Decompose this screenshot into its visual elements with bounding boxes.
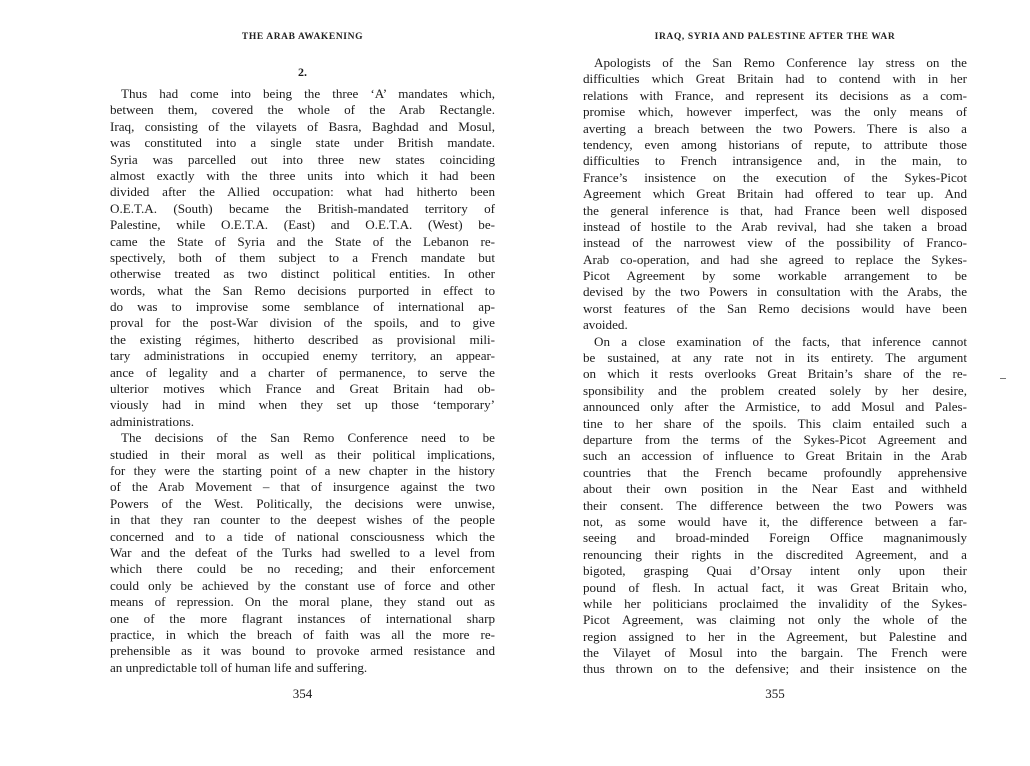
text-line: of the Arab Movement – that of insurgence against the two (110, 479, 495, 495)
text-line: renouncing their rights in the discredited Agreement, and a (583, 546, 967, 562)
margin-mark (1000, 378, 1006, 379)
text-line: pound of flesh. In actual fact, it was Great Britain who, (583, 579, 967, 595)
text-line: the existing régimes, hitherto described as provisional mili- (110, 331, 495, 347)
text-line: Apologists of the San Remo Conference lay stress on the (594, 55, 967, 70)
text-line: concerned and to a tide of national consciousness which the (110, 528, 495, 544)
text-line: an unpredictable toll of human life and suffering. (110, 659, 368, 675)
text-line: their consent. The difference between the two Powers was (583, 497, 967, 513)
text-line: Arab co-operation, and had she agreed to replace the Sykes- (583, 251, 967, 267)
text-line: France’s insistence on the execution of the Sykes-Picot (583, 169, 967, 185)
text-line: could only be achieved by the constant use of force and other (110, 577, 495, 593)
text-line: otherwise treated as two distinct political entities. In other (110, 266, 495, 282)
text-line: which there could be no receding; and their enforcement (110, 561, 495, 577)
text-line: practice, in which the breach of faith was all the more re- (110, 626, 495, 642)
text-line: Thus had come into being the three ‘A’ mandates which, (121, 86, 495, 101)
text-line: countries that the French became profoundly apprehensive (583, 464, 967, 480)
text-line: sponsibility and the problem created solely by her desire, (583, 382, 967, 398)
text-line: ance of legality and a charter of permanence, to serve the (110, 364, 495, 380)
text-line: tendency, even among historians of repute, to attribute those (583, 136, 967, 152)
text-line: averting a breach between the two Powers. There is also a (583, 120, 967, 136)
section-number: 2. (298, 65, 307, 79)
text-line: for they were the starting point of a new chapter in the history (110, 462, 495, 478)
text-line: devised by the two Powers in consultation with the Arabs, the (583, 284, 967, 300)
text-line: Syria was parcelled out into three new states coinciding (110, 151, 495, 167)
text-line: in that they ran counter to the deepest wishes of the people (110, 512, 495, 528)
text-line: bigoted, grasping Quai d’Orsay intent only upon their (583, 563, 967, 579)
text-line: ulterior motives which France and Great Britain had ob- (110, 381, 495, 397)
text-line: Powers of the West. Politically, the decisions were unwise, (110, 495, 495, 511)
text-line: one of the more flagrant instances of international sharp (110, 610, 495, 626)
text-line: was constituted into a single state under British mandate. (110, 135, 495, 151)
text-line: On a close examination of the facts, that inference cannot (594, 333, 967, 349)
right-page (583, 0, 967, 766)
text-line: the general inference is that, had France been well disposed (583, 202, 967, 218)
text-line: means of repression. On the moral plane, they stand out as (110, 594, 495, 610)
text-line: do was to improvise some semblance of international ap- (110, 299, 495, 315)
text-line: studied in their moral as well as their political implications, (110, 446, 495, 462)
text-line: Iraq, consisting of the vilayets of Basra, Baghdad and Mosul, (110, 118, 495, 134)
text-line: be sustained, at any rate not in its entirety. The argument (583, 350, 967, 366)
text-line: such an accession of influence to Great Britain in the Arab (583, 448, 967, 464)
text-line: Agreement which Great Britain had offered to tear up. And (583, 186, 967, 202)
text-line: worst features of the San Remo decisions would have been (583, 300, 967, 316)
text-line: came the State of Syria and the State of the Lebanon re- (110, 233, 495, 249)
text-line: on which it rests overlooks Great Britain’s share of the re- (583, 366, 967, 382)
text-line: difficulties which Great Britain had to contend with in her (583, 71, 967, 87)
left-body-text (110, 86, 495, 676)
running-head-right: IRAQ, SYRIA AND PALESTINE AFTER THE WAR (654, 32, 896, 42)
text-line: spectively, both of them subject to a French mandate but (110, 249, 495, 265)
text-line: not, as some would have it, the difference between a far- (583, 513, 967, 529)
text-line: thus thrown on to the defensive; and their insistence on the (583, 661, 967, 677)
text-line: promise which, however imperfect, was the only means of (583, 104, 967, 120)
text-line: O.E.T.A. (South) became the British-mandated territory of (110, 200, 495, 216)
text-line: administrations. (110, 413, 195, 429)
text-line: divided after the Allied occupation: what had hitherto been (110, 184, 495, 200)
text-line: while her politicians proclaimed the invalidity of the Sykes- (583, 595, 967, 611)
text-line: instead of the narrowest view of the possibility of Franco- (583, 235, 967, 251)
text-line: about their own position in the Near East and withheld (583, 481, 967, 497)
folio-right: 355 (765, 686, 785, 701)
text-line: tine to her share of the spoils. This claim entailed such a (583, 415, 967, 431)
text-line: prehensible as it was bound to provoke armed resistance and (110, 643, 495, 659)
text-line: words, what the San Remo decisions purported in effect to (110, 282, 495, 298)
text-line: instead of hostile to the Arab revival, had she taken a broad (583, 218, 967, 234)
running-head-left: THE ARAB AWAKENING (241, 32, 364, 42)
text-line: departure from the terms of the Sykes-Picot Agreement and (583, 431, 967, 447)
text-line: avoided. (583, 317, 628, 333)
left-page (110, 0, 495, 766)
text-line: region assigned to her in the Agreement, but Palestine and (583, 628, 967, 644)
text-line: War and the defeat of the Turks had swelled to a level from (110, 544, 495, 560)
text-line: almost exactly with the three units into which it had been (110, 167, 495, 183)
right-body-text (583, 55, 967, 678)
text-line: the Vilayet of Mosul into the bargain. The French were (583, 645, 967, 661)
text-line: tary administrations in occupied enemy territory, an appear- (110, 348, 495, 364)
text-line: proval for the post-War division of the spoils, and to give (110, 315, 495, 331)
text-line: viously had in mind when they set up those ‘temporary’ (110, 397, 495, 413)
text-line: announced only after the Armistice, to add Mosul and Pales- (583, 399, 967, 415)
text-line: Picot Agreement by some workable arrangement to be (583, 268, 967, 284)
text-line: relations with France, and represent its decisions as a com- (583, 87, 967, 103)
text-line: Palestine, while O.E.T.A. (East) and O.E.T.A. (West) be- (110, 217, 495, 233)
folio-left: 354 (292, 686, 313, 701)
text-line: seeing and broad-minded Foreign Office magnanimously (583, 530, 967, 546)
text-line: difficulties to French intransigence and, in the main, to (583, 153, 967, 169)
text-line: between them, covered the whole of the Arab Rectangle. (110, 102, 495, 118)
text-line: Picot Agreement, was claiming not only the whole of the (583, 612, 967, 628)
text-line: The decisions of the San Remo Conference need to be (121, 430, 495, 446)
